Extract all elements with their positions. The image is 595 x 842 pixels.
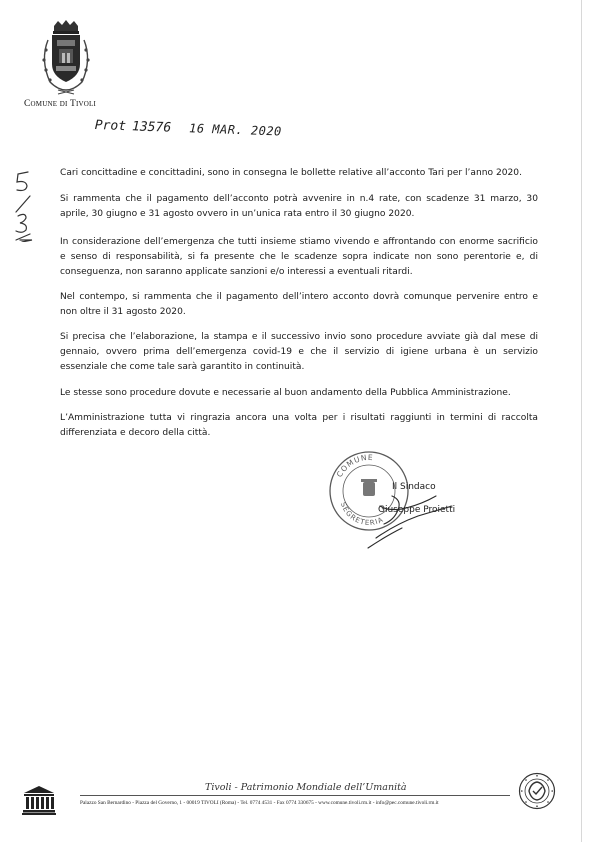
unesco-temple-icon xyxy=(22,785,56,815)
tivoli-crest-icon xyxy=(38,20,94,98)
protocol-number: 13576 xyxy=(131,119,172,136)
signatory-role: Il Sindaco xyxy=(392,482,436,492)
quality-certification-seal-icon xyxy=(518,772,556,810)
scan-edge-line xyxy=(581,0,582,842)
body-paragraph-1: Cari concittadine e concittadini, sono in consegna le bollette relative all’acconto Tari per l’anno 2020. xyxy=(60,168,522,178)
signatory-name: Giuseppe Proietti xyxy=(378,505,456,515)
footer-divider xyxy=(80,795,510,796)
body-paragraph-4: Nel contempo, si rammenta che il pagamento dell’intero acconto dovrà comunque pervenire entro e non oltre il 31 agosto 2020. xyxy=(60,292,538,318)
handwritten-margin-note-icon xyxy=(8,168,38,242)
stamp-text-bottom: SEGRETERIA xyxy=(338,501,386,528)
municipality-name: Comune di Tivoli xyxy=(24,99,97,109)
body-paragraph-7: L’Amministrazione tutta vi ringrazia ancora una volta per i risultati raggiunti in termini di raccolta differenziata e decoro della città. xyxy=(60,413,538,439)
stamp-text-top: COMUNE xyxy=(334,452,374,479)
protocol-stamp xyxy=(94,118,282,140)
protocol-label: Prot xyxy=(94,118,127,135)
body-paragraph-2: Si rammenta che il pagamento dell’acconto potrà avvenire in n.4 rate, con scadenze 31 marzo, 30 aprile, 30 giugno e 31 agosto ovvero in un’unica rata entro il 30 giugno 2020. xyxy=(60,194,538,220)
footer-heritage-title: Tivoli - Patrimonio Mondiale dell’Umanità xyxy=(205,782,407,793)
body-paragraph-6: Le stesse sono procedure dovute e necessarie al buon andamento della Pubblica Amministrazione. xyxy=(60,388,511,398)
body-paragraph-5: Si precisa che l’elaborazione, la stampa e il successivo invio sono procedure avviate già dal mese di gennaio, ovvero prima dell’emergenza covid-19 e che il servizio di igiene urbana è un servizio essenziale che come tale sarà garantito in continuità. xyxy=(60,332,538,373)
body-paragraph-3: In considerazione dell’emergenza che tutti insieme stiamo vivendo e affrontando con enorme sacrificio e senso di responsabilità, si fa presente che le scadenze sopra indicate non sono perentorie e, di conseguenza, non saranno applicate sanzioni e/o interessi a eventuali ritardi. xyxy=(60,237,538,278)
handwritten-signature-icon xyxy=(336,466,476,556)
protocol-date: 16 MAR. 2020 xyxy=(188,121,283,139)
footer-contact-info: Palazzo San Bernardino - Piazza del Governo, 1 - 00019 TIVOLI (Roma) - Tel. 0774 4531 - Fax 0774 330675 - www.comune.tivoli.rm.it - info@pec.comune.tivoli.rm.it xyxy=(80,800,439,806)
